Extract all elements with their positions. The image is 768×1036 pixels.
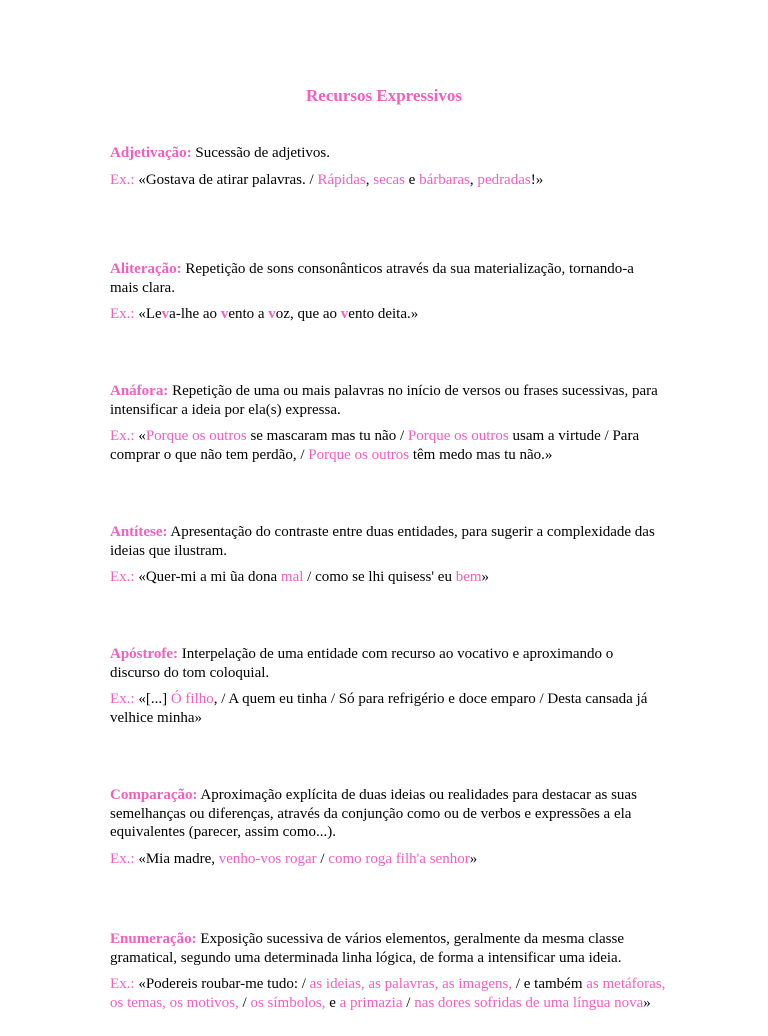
example-text: e (325, 994, 340, 1011)
example-text: «Mia madre, (138, 850, 219, 867)
highlighted-text: Rápidas (317, 171, 366, 188)
example-text: / e também (512, 976, 587, 992)
highlighted-text: secas (373, 171, 405, 188)
example-text: ento deita.» (348, 306, 419, 322)
highlighted-text: Porque os outros (145, 428, 247, 444)
example-text: usam a virtude / Para comprar o que não tem perdão, / (110, 428, 640, 463)
example-label: Ex.: (110, 171, 135, 188)
example-text: têm medo mas tu não.» (409, 446, 553, 463)
example-text: ento a (228, 306, 269, 322)
entry-term: Adjetivação: (110, 145, 192, 161)
entry-adjetivacao (110, 144, 666, 236)
example-text: » (469, 850, 478, 867)
definition-text: Sucessão de adjetivos. (195, 145, 330, 161)
highlighted-text: a primazia (339, 994, 403, 1011)
entry-definition (110, 786, 666, 842)
example-text: !» (530, 171, 544, 188)
example-text: , (365, 171, 374, 188)
example-label: Ex.: (110, 428, 135, 444)
entry-definition (110, 645, 666, 682)
example-label: Ex.: (110, 691, 135, 707)
entry-example (110, 975, 666, 1012)
entry-example (110, 427, 666, 464)
entry-example (110, 568, 666, 587)
highlighted-text: venho-vos rogar (218, 850, 317, 867)
definition-text: Exposição sucessiva de vários elementos, geralmente da mesma classe gramatical, segundo uma determinada linha lógica, de forma a intensificar uma ideia. (110, 931, 625, 966)
example-text: , (469, 171, 478, 188)
example-text: oz, que ao (275, 306, 341, 322)
entry-aliteracao (110, 260, 666, 358)
entry-definition (110, 382, 666, 419)
entry-apostrofe (110, 645, 666, 762)
entry-term: Apóstrofe: (110, 646, 179, 662)
entry-definition (110, 523, 666, 560)
highlighted-text: pedradas (477, 171, 531, 188)
entry-definition (110, 144, 666, 163)
example-text: «Podereis roubar-me tudo: / (138, 976, 310, 992)
highlighted-text: como roga filh'a senhor (328, 850, 470, 867)
example-text: «Le (138, 306, 162, 322)
highlighted-text: Porque os outros (308, 446, 410, 463)
entry-term: Aliteração: (110, 261, 182, 277)
entry-term: Enumeração: (110, 931, 197, 947)
definition-text: Aproximação explícita de duas ideias ou realidades para destacar as suas semelhanças ou diferenças, através da conjunção como ou de verbos e expressões a ela equivalentes (parecer, assim como...). (110, 787, 637, 840)
example-text: «Gostava de atirar palavras. / (138, 171, 318, 188)
highlighted-text: Ó filho (170, 691, 214, 707)
example-text: a-lhe ao (169, 306, 221, 322)
entry-example (110, 305, 666, 324)
definition-text: Repetição de uma ou mais palavras no início de versos ou frases sucessivas, para intensificar a ideia por ela(s) expressa. (110, 383, 658, 418)
highlighted-text: Porque os outros (407, 428, 509, 444)
highlighted-text: bem (455, 569, 482, 585)
page-title: Recursos Expressivos (306, 86, 462, 105)
example-text: e (404, 171, 420, 188)
example-text: / (316, 850, 329, 867)
entry-definition (110, 930, 666, 967)
entry-antitese (110, 523, 666, 621)
highlighted-text: v (340, 306, 349, 322)
entry-term: Anáfora: (110, 383, 169, 399)
example-text: «[...] (138, 691, 171, 707)
highlighted-text: os símbolos, (250, 994, 326, 1011)
highlighted-text: as metáforas, os temas, os motivos, (110, 976, 666, 1011)
example-text: » (481, 569, 490, 585)
example-label: Ex.: (110, 569, 135, 585)
entry-example (110, 690, 666, 727)
definition-text: Interpelação de uma entidade com recurso ao vocativo e aproximando o discurso do tom coloquial. (110, 646, 614, 681)
highlighted-text: nas dores sofridas de uma língua nova (414, 994, 644, 1011)
highlighted-text: mal (280, 569, 304, 585)
highlighted-text: bárbaras (419, 171, 470, 188)
highlighted-text: as ideias, as palavras, as imagens, (309, 976, 513, 992)
example-text: se mascaram mas tu não / (246, 428, 408, 444)
example-text: / (238, 994, 251, 1011)
entry-anafora (110, 382, 666, 499)
example-text: , / A quem eu tinha / Só para refrigério e doce emparo / Desta cansada já velhice minha» (110, 691, 648, 726)
entry-comparacao (110, 786, 666, 906)
example-text: « (138, 428, 146, 444)
example-text: / como se lhi quisess' eu (303, 569, 456, 585)
entry-enumeracao (110, 930, 666, 1012)
entry-term: Antítese: (110, 524, 168, 540)
example-text: » (643, 994, 651, 1011)
entries-list (110, 144, 666, 1036)
definition-text: Apresentação do contraste entre duas entidades, para sugerir a complexidade das ideias que ilustram. (110, 524, 655, 559)
entry-example (110, 171, 666, 190)
definition-text: Repetição de sons consonânticos através da sua materialização, tornando-a mais clara. (110, 261, 634, 296)
example-text: / (402, 994, 415, 1011)
example-label: Ex.: (110, 850, 135, 867)
highlighted-text: v (161, 306, 170, 322)
entry-definition (110, 260, 666, 297)
example-text: «Quer-mi a mi ũa dona (138, 569, 281, 585)
entry-term: Comparação: (110, 787, 198, 803)
highlighted-text: v (220, 306, 229, 322)
example-label: Ex.: (110, 976, 135, 992)
entry-example (110, 850, 666, 869)
example-label: Ex.: (110, 306, 135, 322)
highlighted-text: v (268, 306, 276, 322)
